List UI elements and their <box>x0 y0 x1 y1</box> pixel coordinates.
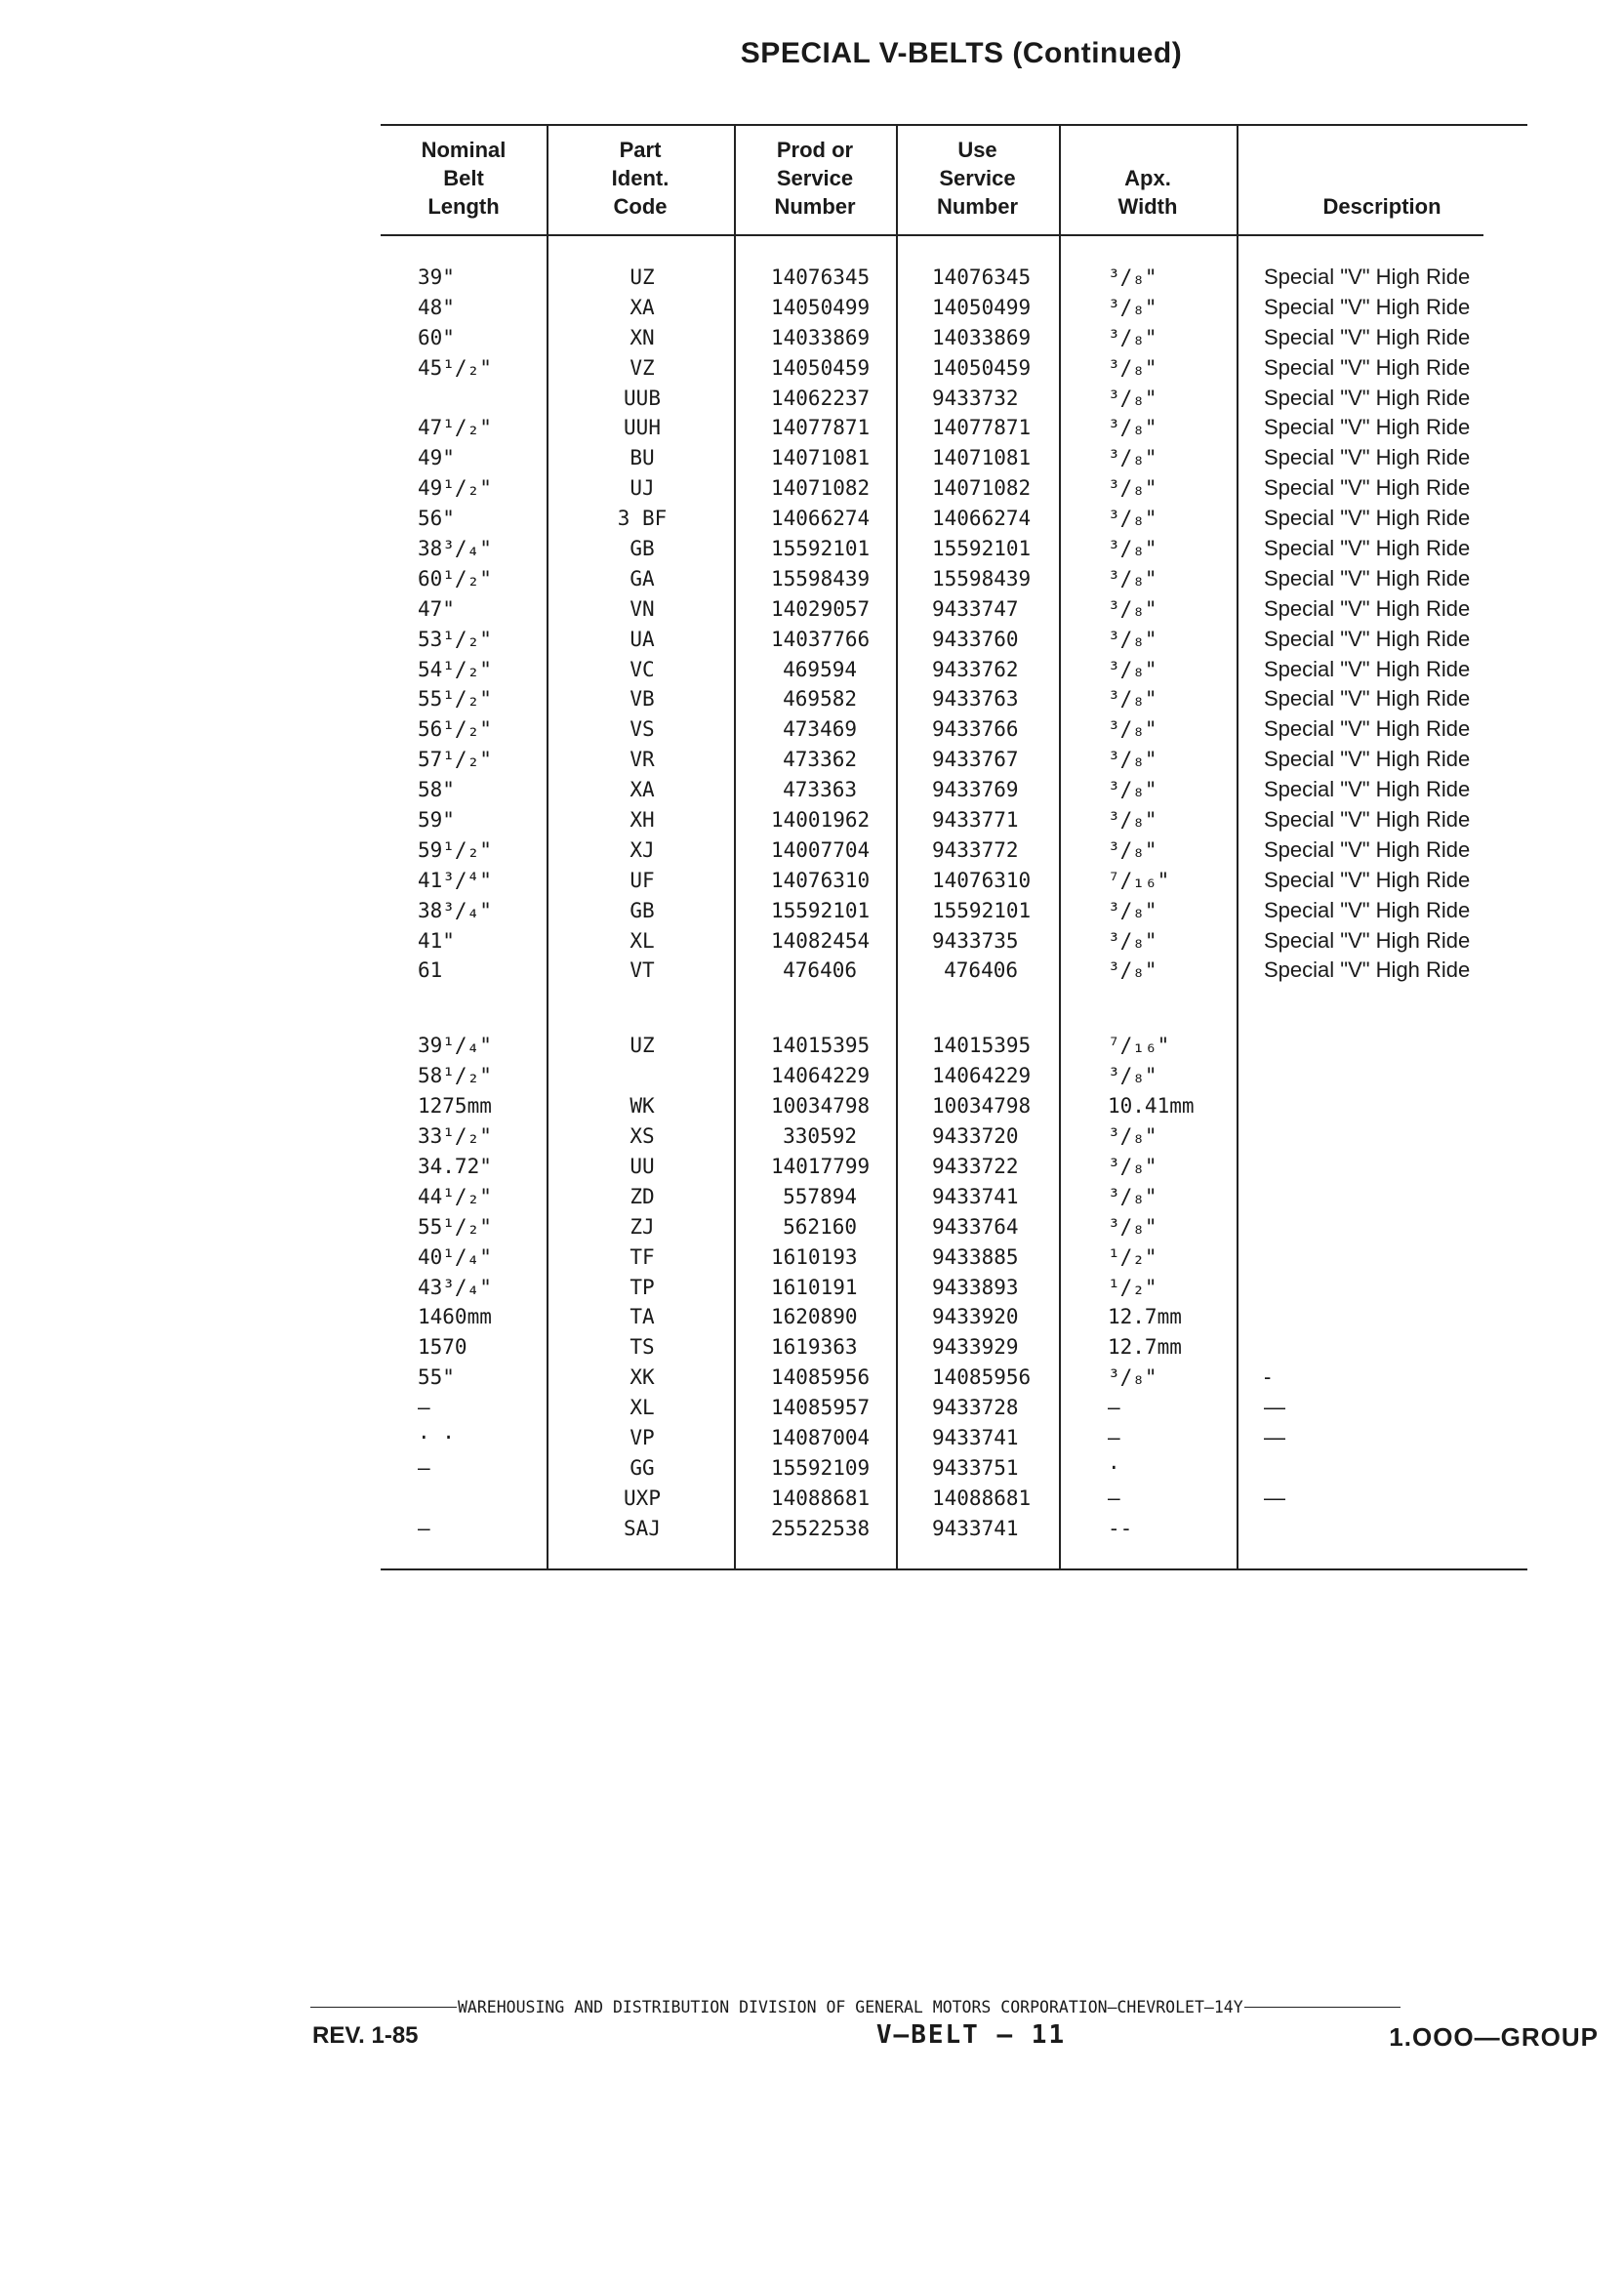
description-cell: Special "V" High Ride <box>1264 716 1471 742</box>
width-cell: ³/₈" <box>1108 808 1157 833</box>
description-cell: — <box>1264 1485 1285 1510</box>
part-code-cell: VZ <box>629 355 655 380</box>
prod-number-cell: 25522538 <box>771 1516 871 1540</box>
table-row <box>381 1212 1527 1242</box>
width-cell: ³/₈" <box>1108 928 1157 953</box>
table-row <box>381 1453 1527 1484</box>
use-number-cell: 14066274 <box>932 507 1032 531</box>
width-cell: — <box>1108 1396 1120 1420</box>
width-cell: ³/₈" <box>1108 566 1157 590</box>
table-bottom-rule <box>381 1568 1527 1570</box>
prod-number-cell: 14085956 <box>771 1365 871 1390</box>
part-code-cell: UXP <box>624 1486 661 1510</box>
prod-number-cell: 14050459 <box>771 355 871 380</box>
width-cell: · <box>1108 1455 1120 1480</box>
prod-number-cell: 557894 <box>783 1184 857 1208</box>
use-number-cell: 14064229 <box>932 1064 1032 1088</box>
description-cell: — <box>1264 1424 1285 1449</box>
table-row <box>381 293 1527 323</box>
description-cell: Special "V" High Ride <box>1264 506 1471 531</box>
belt-length-cell: 43³/₄" <box>418 1275 492 1299</box>
use-number-cell: 9433771 <box>932 808 1019 833</box>
use-number-cell: 9433722 <box>932 1154 1019 1178</box>
part-code-cell: TS <box>629 1335 655 1360</box>
use-number-cell: 14088681 <box>932 1486 1032 1510</box>
description-cell: Special "V" High Ride <box>1264 777 1471 802</box>
use-number-cell: 9433751 <box>932 1455 1019 1480</box>
prod-number-cell: 14076345 <box>771 265 871 289</box>
width-cell: ³/₈" <box>1108 1154 1157 1178</box>
belt-length-cell: 38³/₄" <box>418 898 492 922</box>
part-code-cell: GB <box>629 898 655 922</box>
page-number: V—BELT — 11 <box>875 2020 1067 2050</box>
prod-number-cell: 14033869 <box>771 325 871 349</box>
belt-length-cell: 60" <box>418 325 455 349</box>
use-number-cell: 9433732 <box>932 386 1019 410</box>
part-code-cell: ZD <box>629 1184 655 1208</box>
use-number-cell: 15592101 <box>932 898 1032 922</box>
belt-length-cell: 58" <box>418 778 455 802</box>
prod-number-cell: 469582 <box>783 687 857 712</box>
prod-number-cell: 14062237 <box>771 386 871 410</box>
part-code-cell: UUH <box>624 416 661 440</box>
use-number-cell: 9433920 <box>932 1305 1019 1329</box>
use-number-cell: 14076310 <box>932 868 1032 892</box>
table-row <box>381 564 1527 594</box>
use-number-cell: 14050459 <box>932 355 1032 380</box>
belt-length-cell: 44¹/₂" <box>418 1184 492 1208</box>
use-number-cell: 14015395 <box>932 1034 1032 1058</box>
column-header-nominal-belt-length: Nominal Belt Length <box>421 138 507 219</box>
width-cell: ³/₈" <box>1108 778 1157 802</box>
table-row <box>381 384 1527 414</box>
description-cell: Special "V" High Ride <box>1264 807 1471 833</box>
description-cell: Special "V" High Ride <box>1264 265 1471 289</box>
table-row <box>381 473 1527 504</box>
prod-number-cell: 1610191 <box>771 1275 858 1299</box>
belt-length-cell: 48" <box>418 295 455 319</box>
belt-length-cell: 1570 <box>418 1335 467 1360</box>
belt-length-cell: 55" <box>418 1365 455 1390</box>
description-cell: Special "V" High Ride <box>1264 294 1471 319</box>
footer-division-text: WAREHOUSING AND DISTRIBUTION DIVISION OF GENERAL MOTORS CORPORATION—CHEVROLET—14Y <box>458 1998 1243 2016</box>
column-header-use-service-number: Use Service Number <box>936 138 1019 219</box>
belt-length-cell: — <box>418 1396 430 1420</box>
description-cell: Special "V" High Ride <box>1264 324 1471 349</box>
belt-length-cell: 54¹/₂" <box>418 657 492 681</box>
use-number-cell: 9433893 <box>932 1275 1019 1299</box>
belt-length-cell: 55¹/₂" <box>418 687 492 712</box>
use-number-cell: 476406 <box>944 958 1018 983</box>
width-cell: ⁷/₁₆" <box>1108 1034 1170 1058</box>
width-cell: ³/₈" <box>1108 1184 1157 1208</box>
table-row <box>381 1363 1527 1393</box>
width-cell: — <box>1108 1425 1120 1449</box>
table-row <box>381 745 1527 775</box>
width-cell: ³/₈" <box>1108 265 1157 289</box>
width-cell: ³/₈" <box>1108 355 1157 380</box>
use-number-cell: 14071082 <box>932 476 1032 501</box>
width-cell: ³/₈" <box>1108 657 1157 681</box>
use-number-cell: 9433728 <box>932 1396 1019 1420</box>
use-number-cell: 9433741 <box>932 1184 1019 1208</box>
table-row <box>381 1514 1527 1544</box>
use-number-cell: 9433764 <box>932 1214 1019 1239</box>
description-cell: Special "V" High Ride <box>1264 957 1471 983</box>
use-number-cell: 9433885 <box>932 1244 1019 1269</box>
footer-division-line <box>310 1998 1569 2016</box>
table-row <box>381 1273 1527 1303</box>
prod-number-cell: 14071081 <box>771 446 871 470</box>
prod-number-cell: 14064229 <box>771 1064 871 1088</box>
description-cell: Special "V" High Ride <box>1264 354 1471 380</box>
table-row <box>381 1061 1527 1091</box>
description-cell: Special "V" High Ride <box>1264 656 1471 681</box>
use-number-cell: 9433760 <box>932 627 1019 651</box>
width-cell: ³/₈" <box>1108 416 1157 440</box>
use-number-cell: 9433735 <box>932 928 1019 953</box>
width-cell: ⁷/₁₆" <box>1108 868 1170 892</box>
part-code-cell: XA <box>629 295 655 319</box>
width-cell: ³/₈" <box>1108 386 1157 410</box>
prod-number-cell: 14077871 <box>771 416 871 440</box>
column-header-apx-width: Apx. Width <box>1117 166 1178 219</box>
width-cell: ³/₈" <box>1108 446 1157 470</box>
part-code-cell: GA <box>629 566 655 590</box>
prod-number-cell: 476406 <box>783 958 857 983</box>
prod-number-cell: 473469 <box>783 717 857 742</box>
description-cell: - <box>1264 1364 1272 1390</box>
table-row <box>381 805 1527 835</box>
prod-number-cell: 14088681 <box>771 1486 871 1510</box>
use-number-cell: 15598439 <box>932 566 1032 590</box>
table-row <box>381 1152 1527 1182</box>
part-code-cell: XH <box>629 808 655 833</box>
belt-length-cell: 57¹/₂" <box>418 748 492 772</box>
use-number-cell: 9433763 <box>932 687 1019 712</box>
part-code-cell: TF <box>629 1244 655 1269</box>
table-row <box>381 625 1527 655</box>
width-cell: ³/₈" <box>1108 476 1157 501</box>
use-number-cell: 9433769 <box>932 778 1019 802</box>
table-row <box>381 956 1527 986</box>
belt-length-cell: 55¹/₂" <box>418 1214 492 1239</box>
use-number-cell: 15592101 <box>932 537 1032 561</box>
part-code-cell: XL <box>629 1396 655 1420</box>
belt-length-cell: 40¹/₄" <box>418 1244 492 1269</box>
use-number-cell: 9433741 <box>932 1516 1019 1540</box>
width-cell: ¹/₂" <box>1108 1244 1157 1269</box>
description-cell: Special "V" High Ride <box>1264 686 1471 712</box>
column-header-part-ident-code: Part Ident. Code <box>611 138 670 219</box>
prod-number-cell: 14071082 <box>771 476 871 501</box>
table-row <box>381 413 1527 443</box>
belt-length-cell: 39" <box>418 265 455 289</box>
belt-length-cell: 58¹/₂" <box>418 1064 492 1088</box>
part-code-cell: VC <box>629 657 655 681</box>
description-cell: Special "V" High Ride <box>1264 445 1471 470</box>
use-number-cell: 10034798 <box>932 1094 1032 1119</box>
width-cell: 12.7mm <box>1108 1335 1182 1360</box>
description-cell: Special "V" High Ride <box>1264 897 1471 922</box>
table-row <box>381 1091 1527 1121</box>
page-title: SPECIAL V-BELTS (Continued) <box>740 37 1183 69</box>
width-cell: -- <box>1108 1516 1133 1540</box>
table-row <box>381 353 1527 384</box>
use-number-cell: 14050499 <box>932 295 1032 319</box>
belt-length-cell: 59¹/₂" <box>418 837 492 862</box>
part-code-cell: VB <box>629 687 655 712</box>
width-cell: ³/₈" <box>1108 537 1157 561</box>
prod-number-cell: 15592109 <box>771 1455 871 1480</box>
prod-number-cell: 330592 <box>783 1124 857 1149</box>
use-number-cell: 14071081 <box>932 446 1032 470</box>
prod-number-cell: 14085957 <box>771 1396 871 1420</box>
part-code-cell: VN <box>629 596 655 621</box>
prod-number-cell: 14076310 <box>771 868 871 892</box>
use-number-cell: 9433747 <box>932 596 1019 621</box>
width-cell: ³/₈" <box>1108 898 1157 922</box>
belt-length-cell: 47¹/₂" <box>418 416 492 440</box>
table-top-rule <box>381 124 1527 126</box>
width-cell: ³/₈" <box>1108 295 1157 319</box>
table-row <box>381 775 1527 805</box>
belt-length-cell: 56" <box>418 507 455 531</box>
part-code-cell: UJ <box>629 476 655 501</box>
prod-number-cell: 469594 <box>783 657 857 681</box>
prod-number-cell: 15598439 <box>771 566 871 590</box>
column-header-prod-service-number: Prod or Service Number <box>774 138 856 219</box>
prod-number-cell: 1619363 <box>771 1335 858 1360</box>
section-spacer <box>381 986 1527 1031</box>
prod-number-cell: 1610193 <box>771 1244 858 1269</box>
table-body <box>381 263 1527 1544</box>
part-code-cell: UZ <box>629 265 655 289</box>
part-code-cell: UU <box>629 1154 655 1178</box>
width-cell: ³/₈" <box>1108 1214 1157 1239</box>
table-row <box>381 323 1527 353</box>
width-cell: ³/₈" <box>1108 958 1157 983</box>
table-row <box>381 263 1527 293</box>
group-label: 1.OOO—GROUP <box>1389 2022 1599 2052</box>
part-code-cell: VP <box>629 1425 655 1449</box>
table-row <box>381 1182 1527 1212</box>
prod-number-cell: 14066274 <box>771 507 871 531</box>
description-cell: Special "V" High Ride <box>1264 867 1471 892</box>
part-code-cell: XL <box>629 928 655 953</box>
belt-length-cell: 1275mm <box>418 1094 492 1119</box>
use-number-cell: 14076345 <box>932 265 1032 289</box>
belt-length-cell: · · <box>418 1425 455 1449</box>
description-cell: Special "V" High Ride <box>1264 626 1471 651</box>
part-code-cell: TP <box>629 1275 655 1299</box>
table-row <box>381 594 1527 625</box>
width-cell: ³/₈" <box>1108 627 1157 651</box>
prod-number-cell: 473363 <box>783 778 857 802</box>
width-cell: 12.7mm <box>1108 1305 1182 1329</box>
prod-number-cell: 14029057 <box>771 596 871 621</box>
description-cell: — <box>1264 1395 1285 1420</box>
belt-length-cell: 60¹/₂" <box>418 566 492 590</box>
width-cell: ³/₈" <box>1108 1365 1157 1390</box>
prod-number-cell: 14015395 <box>771 1034 871 1058</box>
use-number-cell: 14085956 <box>932 1365 1032 1390</box>
width-cell: ³/₈" <box>1108 1124 1157 1149</box>
use-number-cell: 9433741 <box>932 1425 1019 1449</box>
table-row <box>381 504 1527 534</box>
prod-number-cell: 14050499 <box>771 295 871 319</box>
width-cell: ³/₈" <box>1108 748 1157 772</box>
table-row <box>381 1484 1527 1514</box>
belt-length-cell: 1460mm <box>418 1305 492 1329</box>
description-cell: Special "V" High Ride <box>1264 475 1471 501</box>
belt-length-cell: 38³/₄" <box>418 537 492 561</box>
prod-number-cell: 15592101 <box>771 898 871 922</box>
part-code-cell: ZJ <box>629 1214 655 1239</box>
description-cell: Special "V" High Ride <box>1264 927 1471 953</box>
part-code-cell: VS <box>629 717 655 742</box>
description-cell: Special "V" High Ride <box>1264 415 1471 440</box>
use-number-cell: 9433929 <box>932 1335 1019 1360</box>
table-row <box>381 1242 1527 1273</box>
table-row <box>381 1393 1527 1423</box>
belt-length-cell: 53¹/₂" <box>418 627 492 651</box>
table-row <box>381 926 1527 957</box>
belt-length-cell: 49" <box>418 446 455 470</box>
part-code-cell: UF <box>629 868 655 892</box>
belt-length-cell: 49¹/₂" <box>418 476 492 501</box>
width-cell: — <box>1108 1486 1120 1510</box>
description-cell: Special "V" High Ride <box>1264 385 1471 410</box>
belt-length-cell: 61 <box>418 958 443 983</box>
part-code-cell: XK <box>629 1365 655 1390</box>
belt-length-cell: 45¹/₂" <box>418 355 492 380</box>
use-number-cell: 9433762 <box>932 657 1019 681</box>
part-code-cell: GG <box>629 1455 655 1480</box>
prod-number-cell: 473362 <box>783 748 857 772</box>
part-code-cell: 3 BF <box>617 507 668 531</box>
description-cell: Special "V" High Ride <box>1264 595 1471 621</box>
belt-length-cell: 59" <box>418 808 455 833</box>
part-code-cell: VT <box>629 958 655 983</box>
column-header-description: Description <box>1322 194 1441 219</box>
belt-length-cell: 33¹/₂" <box>418 1124 492 1149</box>
v-belt-table <box>381 124 1527 1588</box>
table-row <box>381 1121 1527 1152</box>
width-cell: 10.41mm <box>1108 1094 1195 1119</box>
revision-label: REV. 1-85 <box>312 2022 419 2049</box>
width-cell: ³/₈" <box>1108 717 1157 742</box>
table-row <box>381 835 1527 866</box>
prod-number-cell: 14017799 <box>771 1154 871 1178</box>
prod-number-cell: 14082454 <box>771 928 871 953</box>
width-cell: ³/₈" <box>1108 687 1157 712</box>
belt-length-cell: 41" <box>418 928 455 953</box>
table-row <box>381 1031 1527 1061</box>
part-code-cell: UUB <box>624 386 661 410</box>
table-row <box>381 534 1527 564</box>
part-code-cell: XA <box>629 778 655 802</box>
use-number-cell: 14033869 <box>932 325 1032 349</box>
table-row <box>381 655 1527 685</box>
part-code-cell: XS <box>629 1124 655 1149</box>
belt-length-cell: — <box>418 1516 430 1540</box>
prod-number-cell: 14007704 <box>771 837 871 862</box>
prod-number-cell: 10034798 <box>771 1094 871 1119</box>
width-cell: ³/₈" <box>1108 507 1157 531</box>
table-row <box>381 866 1527 896</box>
width-cell: ³/₈" <box>1108 837 1157 862</box>
part-code-cell: UZ <box>629 1034 655 1058</box>
description-cell: Special "V" High Ride <box>1264 836 1471 862</box>
use-number-cell: 9433767 <box>932 748 1019 772</box>
belt-length-cell: 34.72" <box>418 1154 492 1178</box>
description-cell: Special "V" High Ride <box>1264 565 1471 590</box>
table-row <box>381 1423 1527 1453</box>
use-number-cell: 9433766 <box>932 717 1019 742</box>
part-code-cell: SAJ <box>624 1516 661 1540</box>
prod-number-cell: 562160 <box>783 1214 857 1239</box>
prod-number-cell: 1620890 <box>771 1305 858 1329</box>
table-row <box>381 443 1527 473</box>
use-number-cell: 9433720 <box>932 1124 1019 1149</box>
part-code-cell: GB <box>629 537 655 561</box>
part-code-cell: VR <box>629 748 655 772</box>
part-code-cell: WK <box>629 1094 655 1119</box>
prod-number-cell: 15592101 <box>771 537 871 561</box>
belt-length-cell: 56¹/₂" <box>418 717 492 742</box>
belt-length-cell: 39¹/₄" <box>418 1034 492 1058</box>
belt-length-cell: — <box>418 1455 430 1480</box>
description-cell: Special "V" High Ride <box>1264 536 1471 561</box>
prod-number-cell: 14087004 <box>771 1425 871 1449</box>
belt-length-cell: 47" <box>418 596 455 621</box>
table-row <box>381 1302 1527 1332</box>
width-cell: ³/₈" <box>1108 1064 1157 1088</box>
belt-length-cell: 41³/⁴" <box>418 868 492 892</box>
use-number-cell: 14077871 <box>932 416 1032 440</box>
table-row <box>381 896 1527 926</box>
part-code-cell: TA <box>629 1305 655 1329</box>
footer-rule-right <box>1244 2007 1401 2008</box>
use-number-cell: 9433772 <box>932 837 1019 862</box>
footer-rule-left <box>310 2007 457 2008</box>
table-row <box>381 714 1527 745</box>
part-code-cell: UA <box>629 627 655 651</box>
part-code-cell: XJ <box>629 837 655 862</box>
prod-number-cell: 14037766 <box>771 627 871 651</box>
table-row <box>381 684 1527 714</box>
width-cell: ¹/₂" <box>1108 1275 1157 1299</box>
width-cell: ³/₈" <box>1108 325 1157 349</box>
table-row <box>381 1332 1527 1363</box>
description-cell: Special "V" High Ride <box>1264 747 1471 772</box>
prod-number-cell: 14001962 <box>771 808 871 833</box>
width-cell: ³/₈" <box>1108 596 1157 621</box>
part-code-cell: BU <box>629 446 655 470</box>
part-code-cell: XN <box>629 325 655 349</box>
